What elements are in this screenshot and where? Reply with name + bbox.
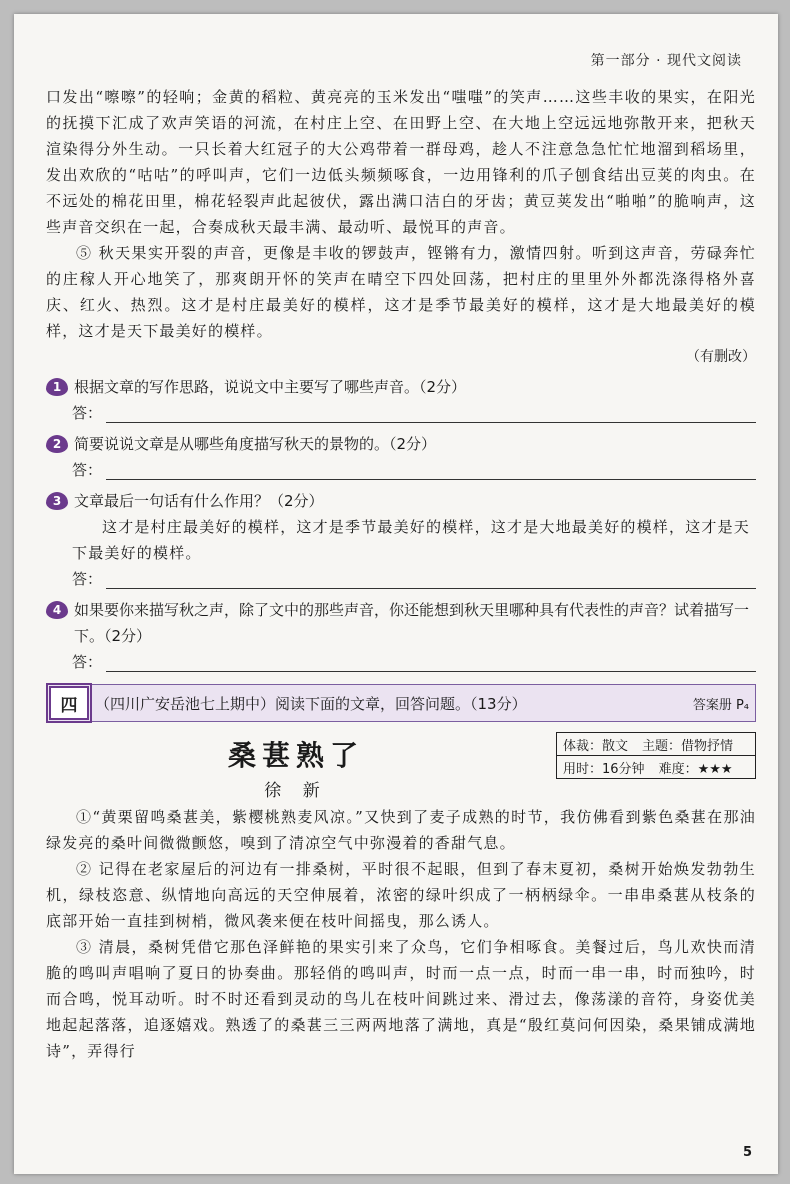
question-3 — [46, 488, 756, 514]
question-number-badge: 2 — [46, 435, 68, 453]
passage-paragraph: 口发出“嚓嚓”的轻响；金黄的稻粒、黄亮亮的玉米发出“嗤嗤”的笑声……这些丰收的果实，在阳光的抚摸下汇成了欢声笑语的河流，在村庄上空、在田野上空、在大地上空远远地弥散开来，把秋天渲染得分外生动。一只长着大红冠子的大公鸡带着一群母鸡，趁人不注意急急忙忙地溜到稻场里，发出欢欣的“咕咕”的呼叫声，它们一边低头频频啄食，一边用锋利的爪子刨食结出豆荚的肉虫。在不远处的棉花田里，棉花轻裂声此起彼伏，露出满口洁白的牙齿；黄豆荚发出“啪啪”的脆响声，这些声音交织在一起，合奏成秋天最丰满、最动听、最悦耳的声音。 — [46, 88, 756, 236]
page-content — [46, 84, 756, 1064]
question-number-badge: 1 — [46, 378, 68, 396]
answer-label: 答： — [72, 570, 103, 588]
info-time: 用时：16分钟 — [563, 761, 645, 777]
question-text: 文章最后一句话有什么作用？（2分） — [74, 492, 324, 510]
answer-reference: 答案册 P₄ — [692, 697, 749, 713]
info-genre: 体裁：散文 — [563, 738, 629, 754]
answer-label: 答： — [72, 653, 103, 671]
answer-label: 答： — [72, 404, 103, 422]
document-page — [14, 14, 778, 1174]
info-theme: 主题：借物抒情 — [642, 738, 734, 754]
edit-note: （有删改） — [686, 349, 756, 365]
article-author: 徐 新 — [264, 781, 328, 801]
answer-line[interactable] — [106, 459, 756, 480]
answer-area-4[interactable] — [72, 651, 756, 672]
article-info-box — [556, 732, 756, 779]
question-text: 根据文章的写作思路，说说文中主要写了哪些声音。（2分） — [74, 378, 467, 396]
passage-paragraph: ⑤ 秋天果实开裂的声音，更像是丰收的锣鼓声，铿锵有力，激情四射。听到这声音，劳碌奔忙的庄稼人开心地笑了，那爽朗开怀的笑声在晴空下四处回荡，把村庄的里里外外都洗涤得格外喜庆、红火、热烈。这才是村庄最美好的模样，这才是季节最美好的模样，这才是大地最美好的模样，这才是天下最美好的模样。 — [46, 244, 756, 340]
info-row — [557, 755, 755, 778]
answer-area-2[interactable] — [72, 459, 756, 480]
question-text: 如果要你来描写秋之声，除了文中的那些声音，你还能想到秋天里哪种具有代表性的声音？试着描写一下。（2分） — [74, 601, 750, 645]
answer-label: 答： — [72, 461, 103, 479]
question-number-badge: 3 — [46, 492, 68, 510]
answer-line[interactable] — [106, 402, 756, 423]
article-paragraph: ② 记得在老家屋后的河边有一排桑树，平时很不起眼，但到了春末夏初，桑树开始焕发勃勃生机，绿枝恣意、纵情地向高远的天空伸展着，浓密的绿叶织成了一柄柄绿伞。一串串桑葚从枝条的底部开始一直挂到树梢，微风袭来便在枝叶间摇曳，那么诱人。 — [46, 860, 756, 930]
section-banner — [46, 684, 756, 722]
question-2 — [46, 431, 756, 457]
question-1 — [46, 374, 756, 400]
answer-line[interactable] — [106, 568, 756, 589]
article-paragraph: ①“黄栗留鸣桑葚美，紫樱桃熟麦风凉。”又快到了麦子成熟的时节，我仿佛看到紫色桑葚在那油绿发亮的桑叶间微微颤悠，嗅到了清凉空气中弥漫着的香甜气息。 — [46, 808, 756, 852]
question-text: 简要说说文章是从哪些角度描写秋天的景物的。（2分） — [74, 435, 437, 453]
question-number-badge: 4 — [46, 601, 68, 619]
answer-area-1[interactable] — [72, 402, 756, 423]
section-number: 四 — [49, 686, 89, 720]
page-number: 5 — [742, 1145, 752, 1160]
question-4 — [46, 597, 756, 649]
answer-line[interactable] — [106, 651, 756, 672]
running-header: 第一部分 · 现代文阅读 — [590, 53, 742, 69]
info-row — [557, 733, 755, 755]
section-instructions: （四川广安岳池七上期中）阅读下面的文章，回答问题。（13分） — [95, 694, 527, 713]
quoted-sentence: 这才是村庄最美好的模样，这才是季节最美好的模样，这才是大地最美好的模样，这才是天下最美好的模样。 — [72, 518, 751, 562]
answer-area-3[interactable] — [72, 568, 756, 589]
article-title: 桑葚熟了 — [227, 739, 364, 772]
info-difficulty: 难度：★★★ — [658, 761, 733, 777]
article-paragraph: ③ 清晨，桑树凭借它那色泽鲜艳的果实引来了众鸟，它们争相啄食。美餐过后，鸟儿欢快而清脆的鸣叫声唱响了夏日的协奏曲。那轻俏的鸣叫声，时而一点一点，时而一串一串，时而独吟，时而合鸣，悦耳动听。时不时还看到灵动的鸟儿在枝叶间跳过来、滑过去，像荡漾的音符，身姿优美地起起落落，追逐嬉戏。熟透了的桑葚三三两两地落了满地，真是“殷红莫问何因染，桑果铺成满地诗”，弄得行 — [46, 938, 756, 1060]
article-header — [46, 732, 756, 804]
